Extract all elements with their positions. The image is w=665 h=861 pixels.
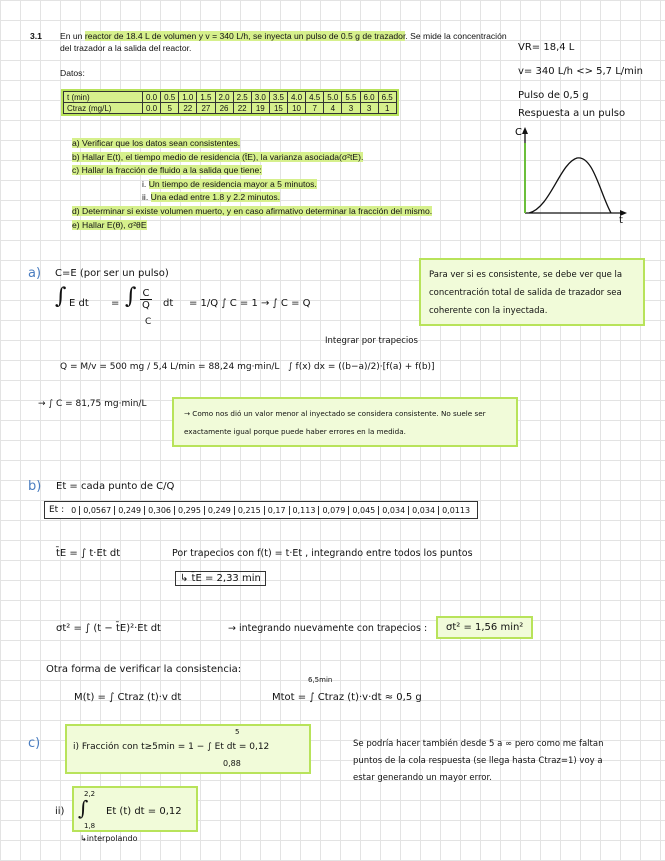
- task-text: Una edad entre 1.8 y 2.2 minutos.: [150, 192, 281, 203]
- task-label: e): [72, 219, 80, 230]
- cell: 3.5: [269, 92, 287, 103]
- mass-equation: M(t) = ∫ Ctraz (t)·v dt: [74, 692, 182, 703]
- integral-sign: ∫: [78, 796, 89, 820]
- cell: 6.5: [378, 92, 396, 103]
- et-cell: 0,306: [145, 506, 175, 515]
- part-a-line1: C=E (por ser un pulso): [55, 268, 169, 279]
- cell: 19: [251, 103, 269, 114]
- et-label: Et :: [49, 505, 65, 515]
- side-note-respuesta: Respuesta a un pulso: [518, 108, 626, 119]
- cell: 1: [378, 103, 396, 114]
- cell: 27: [197, 103, 215, 114]
- cell: 6.0: [360, 92, 378, 103]
- frac-num: C: [140, 288, 152, 300]
- mtot-upper-limit: 6,5min: [308, 676, 333, 684]
- q-line: Q = M/v = 500 mg / 5,4 L/min = 88,24 mg·min/L: [60, 362, 280, 372]
- cell: 0.0: [143, 92, 161, 103]
- variance-equation: σt² = ∫ (t − t̄E)²·Et dt: [56, 623, 161, 634]
- eq1-rest: = 1/Q ∫ C = 1 → ∫ C = Q: [189, 298, 311, 309]
- eq1-lhs: E dt: [69, 298, 89, 309]
- task-b: [72, 151, 462, 165]
- side-note-pulso: Pulso de 0,5 g: [518, 90, 589, 101]
- graph-y-label: C: [515, 127, 522, 138]
- mtot-equation: Mtot = ∫ Ctraz (t)·v·dt ≈ 0,5 g: [272, 692, 422, 703]
- statement-highlight: reactor de 18.4 L de volumen y v = 340 L/h, se inyecta un pulso de 0.5 g de trazador: [84, 31, 406, 41]
- part-c-i-box: [65, 724, 311, 774]
- cell: 22: [233, 103, 251, 114]
- tmean-result: ↳ t̄E = 2,33 min: [175, 571, 266, 586]
- statement-line2: del trazador a la salida del reactor.: [60, 43, 192, 53]
- et-cell: 0,0567: [80, 506, 115, 515]
- et-cell: 0,215: [234, 506, 264, 515]
- eq1-eq: =: [111, 298, 120, 309]
- part-c-ii-text: Et (t) dt = 0,12: [106, 806, 182, 817]
- response-curve: [529, 158, 611, 213]
- et-table: [68, 506, 473, 515]
- task-label: c): [72, 165, 80, 176]
- task-label: ii.: [142, 192, 149, 203]
- cell: 5.5: [342, 92, 360, 103]
- table-row-t: [64, 92, 397, 103]
- cell: 3: [342, 103, 360, 114]
- cell: 4.0: [288, 92, 306, 103]
- task-c: [72, 164, 462, 178]
- part-c-ii-lower: 1,8: [84, 822, 96, 830]
- task-d: [72, 205, 462, 219]
- cell: 4.5: [306, 92, 324, 103]
- part-c-ii-box: [72, 786, 198, 832]
- tmean-equation: t̄E = ∫ t·Et dt: [56, 548, 121, 559]
- part-b-label: b): [28, 479, 42, 494]
- task-label: b): [72, 151, 80, 162]
- task-label: d): [72, 205, 80, 216]
- cell: 3: [360, 103, 378, 114]
- problem-statement: [60, 30, 510, 54]
- statement-post: . Se mide la concentración: [405, 31, 507, 41]
- part-c-label: c): [28, 736, 41, 751]
- trapecios-formula: ∫ f(x) dx = ((b−a)/2)·[f(a) + f(b)]: [288, 362, 435, 372]
- side-note-v: v= 340 L/h <> 5,7 L/min: [518, 66, 644, 77]
- cell: 0.0: [143, 103, 161, 114]
- integral-sign: ∫: [125, 284, 137, 309]
- table-row: [68, 506, 473, 515]
- et-cell: 0,034: [379, 506, 409, 515]
- task-list: [72, 137, 462, 232]
- side-note-vr: VR= 18,4 L: [518, 42, 575, 53]
- data-table: [63, 91, 397, 114]
- task-text: Hallar E(θ), σ²θE: [82, 219, 147, 230]
- task-text: Un tiempo de residencia mayor a 5 minutos.: [148, 178, 317, 189]
- consistency-title: Otra forma de verificar la consistencia:: [46, 664, 242, 675]
- et-cell: 0,295: [175, 506, 205, 515]
- cell: 5: [161, 103, 179, 114]
- datos-label: Datos:: [60, 68, 85, 78]
- cell: 7: [306, 103, 324, 114]
- part-c-ii-note: ↳interpolando: [80, 834, 138, 843]
- task-e: [72, 219, 462, 233]
- cell: 3.0: [251, 92, 269, 103]
- part-a-conclusion-box: → Como nos dió un valor menor al inyectado se considera consistente. No suele ser exactamente igual porque puede haber errores en la medida.: [172, 397, 518, 447]
- et-cell: 0,045: [349, 506, 379, 515]
- task-c-ii: [72, 191, 462, 205]
- et-cell: 0,0113: [442, 505, 471, 515]
- eq1-under-c: C: [145, 317, 152, 327]
- task-c-i: [72, 178, 462, 192]
- consistency-note-box: Para ver si es consistente, se debe ver que la concentración total de salida de trazador sea coherente con la inyectada.: [419, 258, 645, 326]
- task-text: Hallar la fracción de fluido a la salida que tiene:: [81, 165, 262, 176]
- cell: 4: [324, 103, 342, 114]
- et-values-row: [44, 501, 478, 519]
- part-c-i-upper: 5: [235, 728, 240, 736]
- task-text: Verificar que los datos sean consistentes.: [82, 138, 241, 148]
- part-c-ii-upper: 2,2: [84, 790, 96, 798]
- part-c-side-note: Se podría hacer también desde 5 a ∞ pero como me faltan puntos de la cola respuesta (se llega hasta Ctraz=1) voy a estar generando un mayor error.: [353, 739, 604, 783]
- statement-pre: En un: [60, 31, 85, 41]
- eq1-frac: [140, 288, 152, 311]
- et-cell: 0: [68, 506, 80, 515]
- part-a-result: → ∫ C = 81,75 mg·min/L: [38, 399, 147, 409]
- graph-x-label: t: [619, 215, 623, 223]
- cell: 26: [215, 103, 233, 114]
- task-label: a): [72, 138, 80, 148]
- trapecios-title: Integrar por trapecios: [325, 336, 418, 346]
- cell: 1.0: [179, 92, 197, 103]
- cell: 22: [179, 103, 197, 114]
- task-a: [72, 137, 462, 151]
- et-cell: 0,034: [409, 506, 439, 515]
- cell: 10: [288, 103, 306, 114]
- cell: 5.0: [324, 92, 342, 103]
- eq1-dt: dt: [163, 298, 174, 309]
- part-a-label: a): [28, 266, 42, 281]
- et-cell: 0,17: [264, 506, 289, 515]
- row-header-c: Ctraz (mg/L): [64, 103, 143, 114]
- part-b-line1: Et = cada punto de C/Q: [56, 481, 175, 492]
- et-cell: 0,113: [289, 506, 319, 515]
- cell: 2.0: [215, 92, 233, 103]
- data-table-wrapper: [58, 86, 402, 119]
- part-c-i-text: i) Fracción con t≥5min = 1 − ∫ Et dt = 0,12: [73, 742, 270, 752]
- et-cell: 0,079: [319, 506, 349, 515]
- row-header-t: t (min): [64, 92, 143, 103]
- problem-number: 3.1: [30, 31, 42, 41]
- task-label: i.: [142, 178, 147, 189]
- cell: 0.5: [161, 92, 179, 103]
- variance-result-box: σt² = 1,56 min²: [436, 616, 533, 639]
- side-notes: [518, 36, 658, 120]
- variance-description: → integrando nuevamente con trapecios :: [228, 623, 428, 634]
- et-cell: 0,249: [204, 506, 234, 515]
- part-c-ii-label: ii): [55, 806, 65, 817]
- integral-sign: ∫: [55, 284, 67, 309]
- cell: 2.5: [233, 92, 251, 103]
- pulse-response-graph: [515, 123, 635, 223]
- frac-den: Q: [142, 300, 150, 311]
- task-text: Hallar E(t), el tiempo medio de residencia (t̄E), la varianza asociada(σ²tE).: [82, 151, 364, 162]
- part-c-i-under: 0,88: [223, 759, 241, 768]
- cell: 1.5: [197, 92, 215, 103]
- cell: 15: [269, 103, 287, 114]
- arrow-up-icon: [522, 127, 528, 134]
- et-cell: 0,249: [115, 506, 145, 515]
- tmean-description: Por trapecios con f(t) = t·Et , integrando entre todos los puntos: [172, 548, 473, 559]
- table-row-c: [64, 103, 397, 114]
- task-text: Determinar si existe volumen muerto, y en caso afirmativo determinar la fracción del mismo.: [82, 205, 433, 216]
- part-a-eq1: [55, 284, 385, 328]
